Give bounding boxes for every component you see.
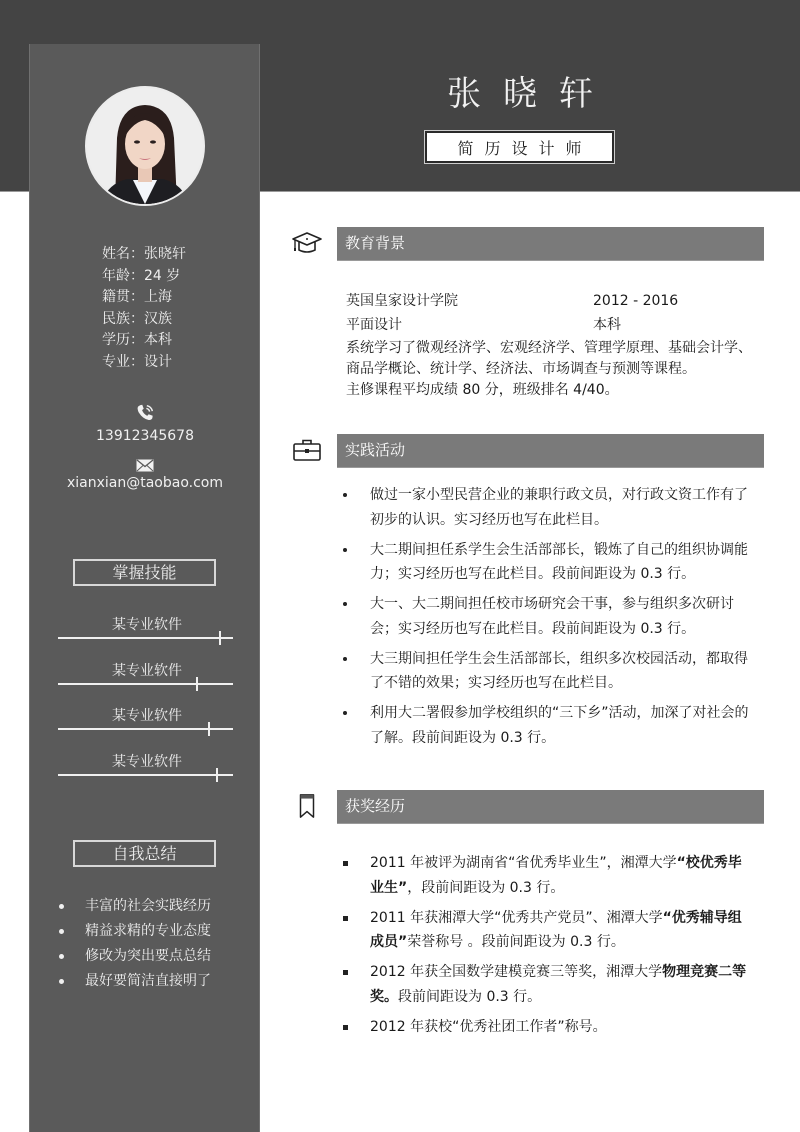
info-label: 籍贯 xyxy=(102,289,130,306)
skill-bar xyxy=(58,683,233,685)
info-sep: ： xyxy=(130,353,144,370)
skill-item xyxy=(30,751,260,771)
phone-icon xyxy=(134,402,156,424)
info-hometown xyxy=(30,287,260,309)
desc-line: 主修课程平均成绩 80 分，班级排名 4/40。 xyxy=(346,382,619,398)
summary-item: 最好要简洁直接明了 xyxy=(30,969,260,994)
desc-line: 系统学习了微观经济学、宏观经济学、管理学原理、基础会计学、 xyxy=(346,340,752,356)
award-item xyxy=(340,1015,750,1040)
skill-name: 某专业软件 xyxy=(112,663,182,679)
education-row xyxy=(346,313,766,337)
skill-bar xyxy=(58,728,233,730)
info-label: 专业 xyxy=(102,353,130,370)
info-sep: ： xyxy=(130,332,144,349)
info-sep: ： xyxy=(130,267,144,284)
skill-bar xyxy=(58,774,233,776)
summary-item: 精益求精的专业态度 xyxy=(30,919,260,944)
summary-heading: 自我总结 xyxy=(73,840,216,867)
personal-info xyxy=(30,244,260,374)
job-title-badge xyxy=(425,131,614,163)
school-name: 英国皇家设计学院 xyxy=(346,293,458,309)
award-text: 2011 年被评为湖南省“省优秀毕业生”，湘潭大学 xyxy=(370,855,677,871)
info-sep: ： xyxy=(130,246,144,262)
info-value: 设计 xyxy=(144,353,172,370)
award-highlight: 物理竞赛二等奖。 xyxy=(370,964,747,1005)
phone-block xyxy=(30,402,260,444)
award-item xyxy=(340,906,750,955)
major-name: 平面设计 xyxy=(346,317,402,333)
info-ethnicity xyxy=(30,309,260,331)
practice-item: 利用大二署假参加学校组织的“三下乡”活动，加深了对社会的了解。段前间距设为 0.3 行。 xyxy=(340,701,750,750)
practice-list xyxy=(340,483,750,756)
skill-item xyxy=(30,705,260,725)
award-text: ，段前间距设为 0.3 行。 xyxy=(407,879,565,896)
award-text: 段前间距设为 0.3 行。 xyxy=(398,988,542,1005)
skill-level-marker xyxy=(216,768,218,782)
skill-level-marker xyxy=(196,677,198,691)
skill-bar xyxy=(58,637,233,639)
info-label: 姓名 xyxy=(102,246,130,262)
summary-list xyxy=(30,894,260,994)
awards-list xyxy=(340,851,750,1045)
portrait-photo xyxy=(87,88,203,204)
education-description xyxy=(346,338,766,401)
email-address: xianxian@taobao.com xyxy=(66,475,224,491)
info-education xyxy=(30,330,260,352)
info-age xyxy=(30,266,260,288)
avatar xyxy=(85,86,205,206)
briefcase-icon xyxy=(290,437,324,463)
practice-item: 大二期间担任系学生会生活部部长，锻炼了自己的组织协调能力；实习经历也写在此栏目。段前间距设为 0.3 行。 xyxy=(340,538,750,587)
graduation-cap-icon xyxy=(290,230,324,256)
skill-item xyxy=(30,614,260,634)
bookmark-icon xyxy=(290,793,324,819)
summary-item: 修改为突出要点总结 xyxy=(30,944,260,969)
award-text: 2012 年获校“优秀社团工作者”称号。 xyxy=(370,1018,607,1035)
award-highlight: “优秀辅导组成员” xyxy=(370,909,742,950)
info-value: 本科 xyxy=(144,332,172,349)
info-name xyxy=(30,244,260,266)
award-highlight: “校优秀毕业生” xyxy=(370,855,742,896)
award-text: 荣誉称号 。段前间距设为 0.3 行。 xyxy=(407,934,625,950)
practice-item: 大一、大二期间担任校市场研究会干事，参与组织多次研讨会；实习经历也写在此栏目。段前间距设为 0.3 行。 xyxy=(340,592,750,641)
info-value: 张晓轩 xyxy=(144,246,186,262)
phone-number: 13912345678 xyxy=(96,428,194,444)
practice-item: 做过一家小型民营企业的兼职行政文员，对行政文资工作有了初步的认识。实习经历也写在此栏目。 xyxy=(340,483,750,532)
education-row xyxy=(346,289,766,313)
info-label: 学历 xyxy=(102,332,130,349)
skill-name: 某专业软件 xyxy=(112,708,182,724)
award-text: 2012 年获全国数学建模竞赛三等奖，湘潭大学 xyxy=(370,964,663,980)
job-title: 简历设计师 xyxy=(457,138,593,158)
info-label: 年龄 xyxy=(102,267,130,284)
info-sep: ： xyxy=(130,289,144,306)
info-sep: ： xyxy=(130,310,144,327)
practice-item: 大三期间担任学生会生活部部长，组织多次校园活动，都取得了不错的效果；实习经历也写在此栏目。 xyxy=(340,647,750,696)
education-content xyxy=(346,289,766,401)
info-value: 上海 xyxy=(144,289,172,306)
school-years: 2012 - 2016 xyxy=(593,293,679,309)
candidate-name: 张晓轩 xyxy=(447,74,615,114)
awards-heading: 获奖经历 xyxy=(337,790,764,824)
info-label: 民族 xyxy=(102,310,130,327)
info-value: 24 岁 xyxy=(144,267,181,284)
skills-heading: 掌握技能 xyxy=(73,559,216,586)
practice-heading: 实践活动 xyxy=(337,434,764,468)
degree: 本科 xyxy=(593,317,621,333)
envelope-icon xyxy=(136,459,154,472)
email-block xyxy=(30,459,260,491)
award-item xyxy=(340,851,750,900)
info-value: 汉族 xyxy=(144,310,172,327)
award-item xyxy=(340,960,750,1009)
skill-level-marker xyxy=(219,631,221,645)
skill-item xyxy=(30,660,260,680)
skill-level-marker xyxy=(208,722,210,736)
desc-line: 商品学概论、统计学、经济法、市场调查与预测等课程。 xyxy=(346,361,696,377)
skill-name: 某专业软件 xyxy=(112,754,182,770)
summary-item: 丰富的社会实践经历 xyxy=(30,894,260,919)
skill-name: 某专业软件 xyxy=(112,617,182,633)
info-major xyxy=(30,352,260,374)
award-text: 2011 年获湘潭大学“优秀共产党员”、湘潭大学 xyxy=(370,909,663,926)
education-heading: 教育背景 xyxy=(337,227,764,261)
